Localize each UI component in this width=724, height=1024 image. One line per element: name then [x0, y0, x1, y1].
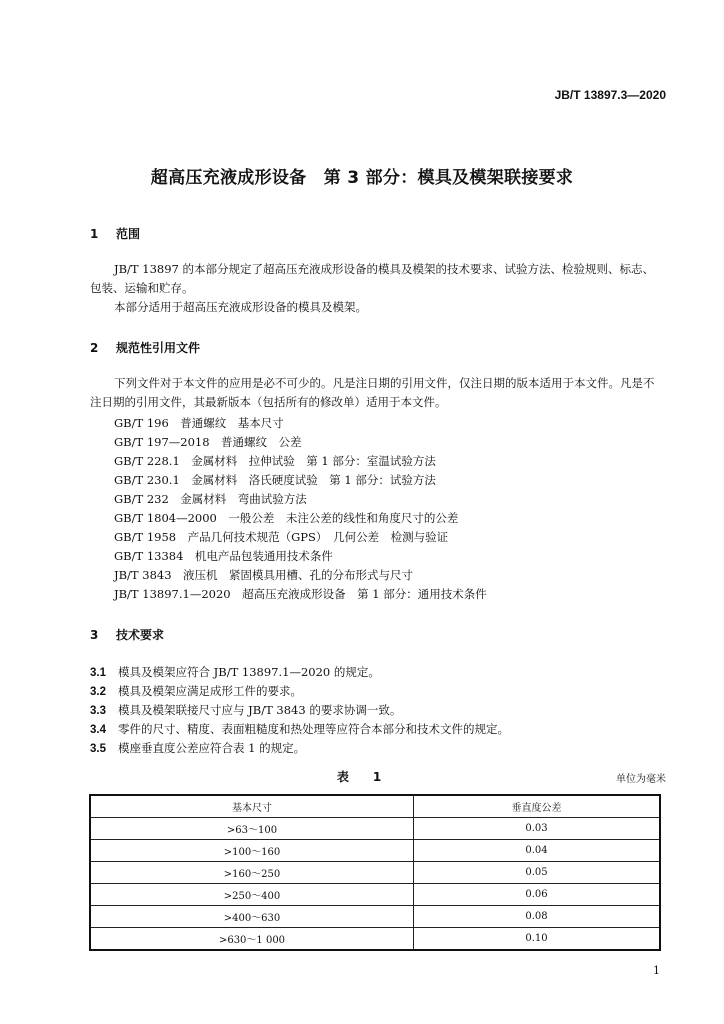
table-cell: 0.04 [414, 840, 661, 862]
reference-item: GB/T 197—2018 普通螺纹 公差 [114, 435, 302, 449]
section-number: 3 [90, 628, 99, 642]
table-cell: >630～1 000 [90, 928, 414, 951]
requirement-number: 3.1 [90, 667, 106, 679]
requirement-item [90, 683, 302, 699]
table-cell: 0.10 [414, 928, 661, 951]
table-caption: 表 1 [336, 770, 388, 784]
section-number: 1 [90, 227, 99, 241]
reference-item: GB/T 13384 机电产品包装通用技术条件 [114, 549, 333, 563]
table-row [90, 862, 660, 884]
requirement-item [90, 721, 509, 737]
table-row [90, 928, 660, 951]
requirement-text: 模座垂直度公差应符合表 1 的规定。 [118, 741, 306, 755]
reference-item: GB/T 196 普通螺纹 基本尺寸 [114, 416, 284, 430]
section-number: 2 [90, 341, 99, 355]
table-row [90, 818, 660, 840]
reference-item: GB/T 1804—2000 一般公差 未注公差的线性和角度尺寸的公差 [114, 511, 459, 525]
requirement-number: 3.4 [90, 724, 106, 736]
section-3-heading [90, 626, 164, 643]
section-1-heading [90, 225, 140, 242]
table-cell: >250～400 [90, 884, 414, 906]
perpendicularity-table [89, 794, 661, 951]
scope-paragraph-1: JB/T 13897 的本部分规定了超高压充液成形设备的模具及模架的技术要求、试验方法、检验规则、标志、包装、运输和贮存。 [90, 262, 654, 295]
document-title: 超高压充液成形设备 第 3 部分：模具及模架联接要求 [150, 168, 574, 188]
requirement-text: 零件的尺寸、精度、表面粗糙度和热处理等应符合本部分和技术文件的规定。 [118, 722, 509, 736]
section-title: 范围 [116, 227, 141, 241]
requirement-item [90, 664, 380, 680]
requirement-text: 模具及模架联接尺寸应与 JB/T 3843 的要求协调一致。 [118, 703, 402, 717]
table-row [90, 906, 660, 928]
table-cell: >63～100 [90, 818, 414, 840]
table-cell: 0.06 [414, 884, 661, 906]
table-row [90, 840, 660, 862]
table-cell: 0.08 [414, 906, 661, 928]
section-title: 规范性引用文件 [116, 341, 201, 355]
reference-item: GB/T 228.1 金属材料 拉伸试验 第 1 部分：室温试验方法 [114, 454, 436, 468]
requirement-text: 模具及模架应符合 JB/T 13897.1—2020 的规定。 [118, 665, 380, 679]
table-row [90, 884, 660, 906]
standard-number: JB/T 13897.3—2020 [554, 88, 666, 102]
reference-item: GB/T 1958 产品几何技术规范（GPS） 几何公差 检测与验证 [114, 530, 449, 544]
page-number: 1 [653, 964, 660, 977]
reference-item: JB/T 13897.1—2020 超高压充液成形设备 第 1 部分：通用技术条件 [114, 587, 487, 601]
column-header: 垂直度公差 [414, 795, 661, 818]
section-title: 技术要求 [116, 628, 165, 642]
table-cell: >100～160 [90, 840, 414, 862]
table-cell: >160～250 [90, 862, 414, 884]
table-unit-note: 单位为毫米 [616, 774, 666, 785]
requirement-text: 模具及模架应满足成形工件的要求。 [118, 684, 302, 698]
table-cell: 0.05 [414, 862, 661, 884]
requirement-number: 3.5 [90, 743, 106, 755]
scope-paragraph-2: 本部分适用于超高压充液成形设备的模具及模架。 [114, 300, 367, 314]
reference-item: GB/T 232 金属材料 弯曲试验方法 [114, 492, 307, 506]
reference-item: JB/T 3843 液压机 紧固模具用槽、孔的分布形式与尺寸 [114, 568, 414, 582]
column-header: 基本尺寸 [90, 795, 414, 818]
requirement-number: 3.3 [90, 705, 106, 717]
references-intro: 下列文件对于本文件的应用是必不可少的。凡是注日期的引用文件，仅注日期的版本适用于本文件。凡是不注日期的引用文件，其最新版本（包括所有的修改单）适用于本文件。 [90, 376, 655, 409]
table-cell: 0.03 [414, 818, 661, 840]
section-2-heading [90, 339, 200, 356]
reference-item: GB/T 230.1 金属材料 洛氏硬度试验 第 1 部分：试验方法 [114, 473, 436, 487]
requirement-number: 3.2 [90, 686, 106, 698]
requirement-item [90, 740, 305, 756]
table-header-row [90, 795, 660, 818]
requirement-item [90, 702, 401, 718]
table-cell: >400～630 [90, 906, 414, 928]
